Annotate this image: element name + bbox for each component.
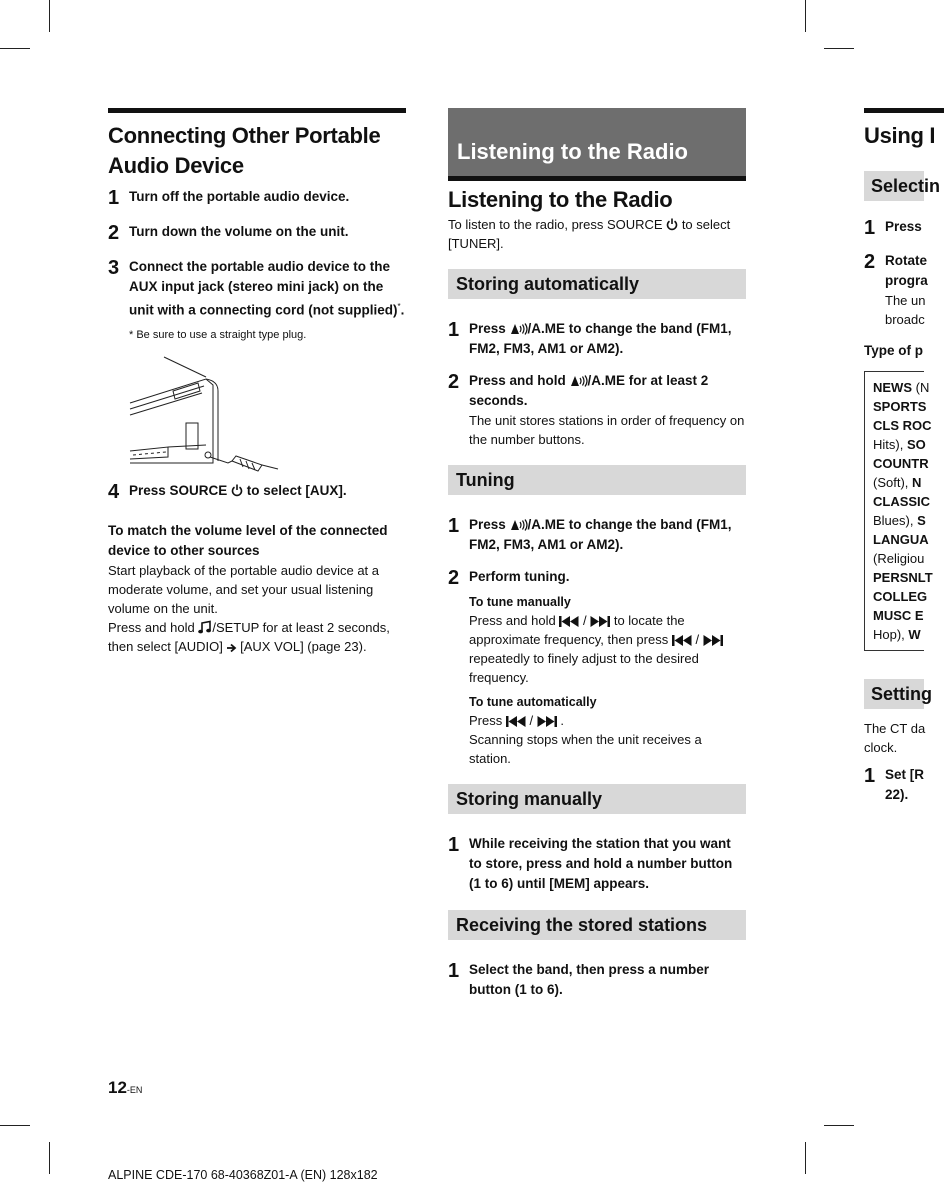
storing-manually-heading: Storing manually: [448, 784, 746, 814]
power-icon: [666, 218, 678, 231]
section-title: Using I: [864, 123, 936, 148]
receiving-stations-heading: Receiving the stored stations: [448, 910, 746, 940]
step-4: 4 Press SOURCE to select [AUX].: [108, 480, 347, 503]
arrow-right-icon: [227, 643, 237, 653]
section-rule: [108, 108, 406, 113]
band-icon: [510, 519, 528, 531]
tune-automatically-heading: To tune automatically: [469, 695, 597, 709]
manual-store-step: 1 While receiving the station that you want to store, press and hold a number button (1 to 6) until [MEM] appears.: [448, 834, 733, 891]
tune-manually-heading: To tune manually: [469, 595, 571, 609]
chapter-banner: Listening to the Radio: [448, 108, 746, 181]
intro-text: To listen to the radio, press SOURCE to select [TUNER].: [448, 217, 731, 251]
page-number: 12-EN: [108, 1078, 143, 1097]
imprint: ALPINE CDE-170 68-40368Z01-A (EN) 128x182: [108, 1168, 378, 1182]
footnote: * Be sure to use a straight type plug.: [129, 328, 307, 341]
right-column: Using I Selectin 1 Press 2 Rotate progra The un broadc Type of p NEWS (N SPORTS CLS ROC Hits), SO COUNTR (Soft), N CLASSIC Blues), S LANGUA (Religiou PERSNLT COLLEG MUSC E Hop), W Setting The CT da clock. 1 Set [R 22).: [864, 108, 924, 805]
auto-step-1: 1 Press /A.ME to change the band (FM1, FM2, FM3, AM1 or AM2).: [448, 319, 732, 356]
section-title: Listening to the Radio: [448, 187, 673, 212]
program-type-box: NEWS (N SPORTS CLS ROC Hits), SO COUNTR (Soft), N CLASSIC Blues), S LANGUA (Religiou PERSNLT COLLEG MUSC E Hop), W: [864, 371, 924, 651]
seek-forward-icon: [590, 616, 610, 627]
seek-back-icon: [559, 616, 579, 627]
storing-automatically-heading: Storing automatically: [448, 269, 746, 299]
seek-back-icon: [506, 716, 526, 727]
section-title: Connecting Other Portable Audio Device: [108, 123, 381, 178]
aux-connection-illustration: [128, 351, 288, 471]
receive-step: 1 Select the band, then press a number button (1 to 6).: [448, 960, 710, 997]
tune-step-2: 2 Perform tuning. To tune manually Press and hold / to locate the approximate frequency, then press / repeatedly to finely adjust to the desired frequency. To tune automatically Press / . Scanning stops when the unit receives a station.: [448, 567, 746, 768]
power-icon: [231, 484, 243, 497]
middle-column: [448, 108, 746, 1000]
selecting-heading: Selectin: [864, 171, 924, 201]
step-2: 2 Turn down the volume on the unit.: [108, 222, 349, 244]
seek-forward-icon: [703, 635, 723, 646]
band-icon: [510, 323, 528, 335]
step-3: 3 Connect the portable audio device to the AUX input jack (stereo mini jack) on the unit with a connecting cord (not supplied)*. * Be sure to use a straight type plug.: [108, 257, 405, 341]
tuning-heading: Tuning: [448, 465, 746, 495]
seek-back-icon: [672, 635, 692, 646]
match-volume-heading: To match the volume level of the connected device to other sources: [108, 522, 388, 558]
auto-step-2: 2 Press and hold /A.ME for at least 2 seconds. The unit stores stations in order of frequency on the number buttons.: [448, 371, 745, 447]
tune-step-1: 1 Press /A.ME to change the band (FM1, FM2, FM3, AM1 or AM2).: [448, 515, 732, 552]
match-volume-text: Start playback of the portable audio device at a moderate volume, and set your usual listening volume on the unit. Press and hold /SETUP for at least 2 seconds, then select [AUDIO] [AUX VOL] (page 23).: [108, 562, 390, 654]
seek-forward-icon: [537, 716, 557, 727]
music-note-icon: [198, 621, 212, 634]
band-icon: [570, 375, 588, 387]
setting-heading: Setting: [864, 679, 924, 709]
step-1: 1 Turn off the portable audio device.: [108, 187, 350, 209]
left-column: [108, 108, 406, 656]
